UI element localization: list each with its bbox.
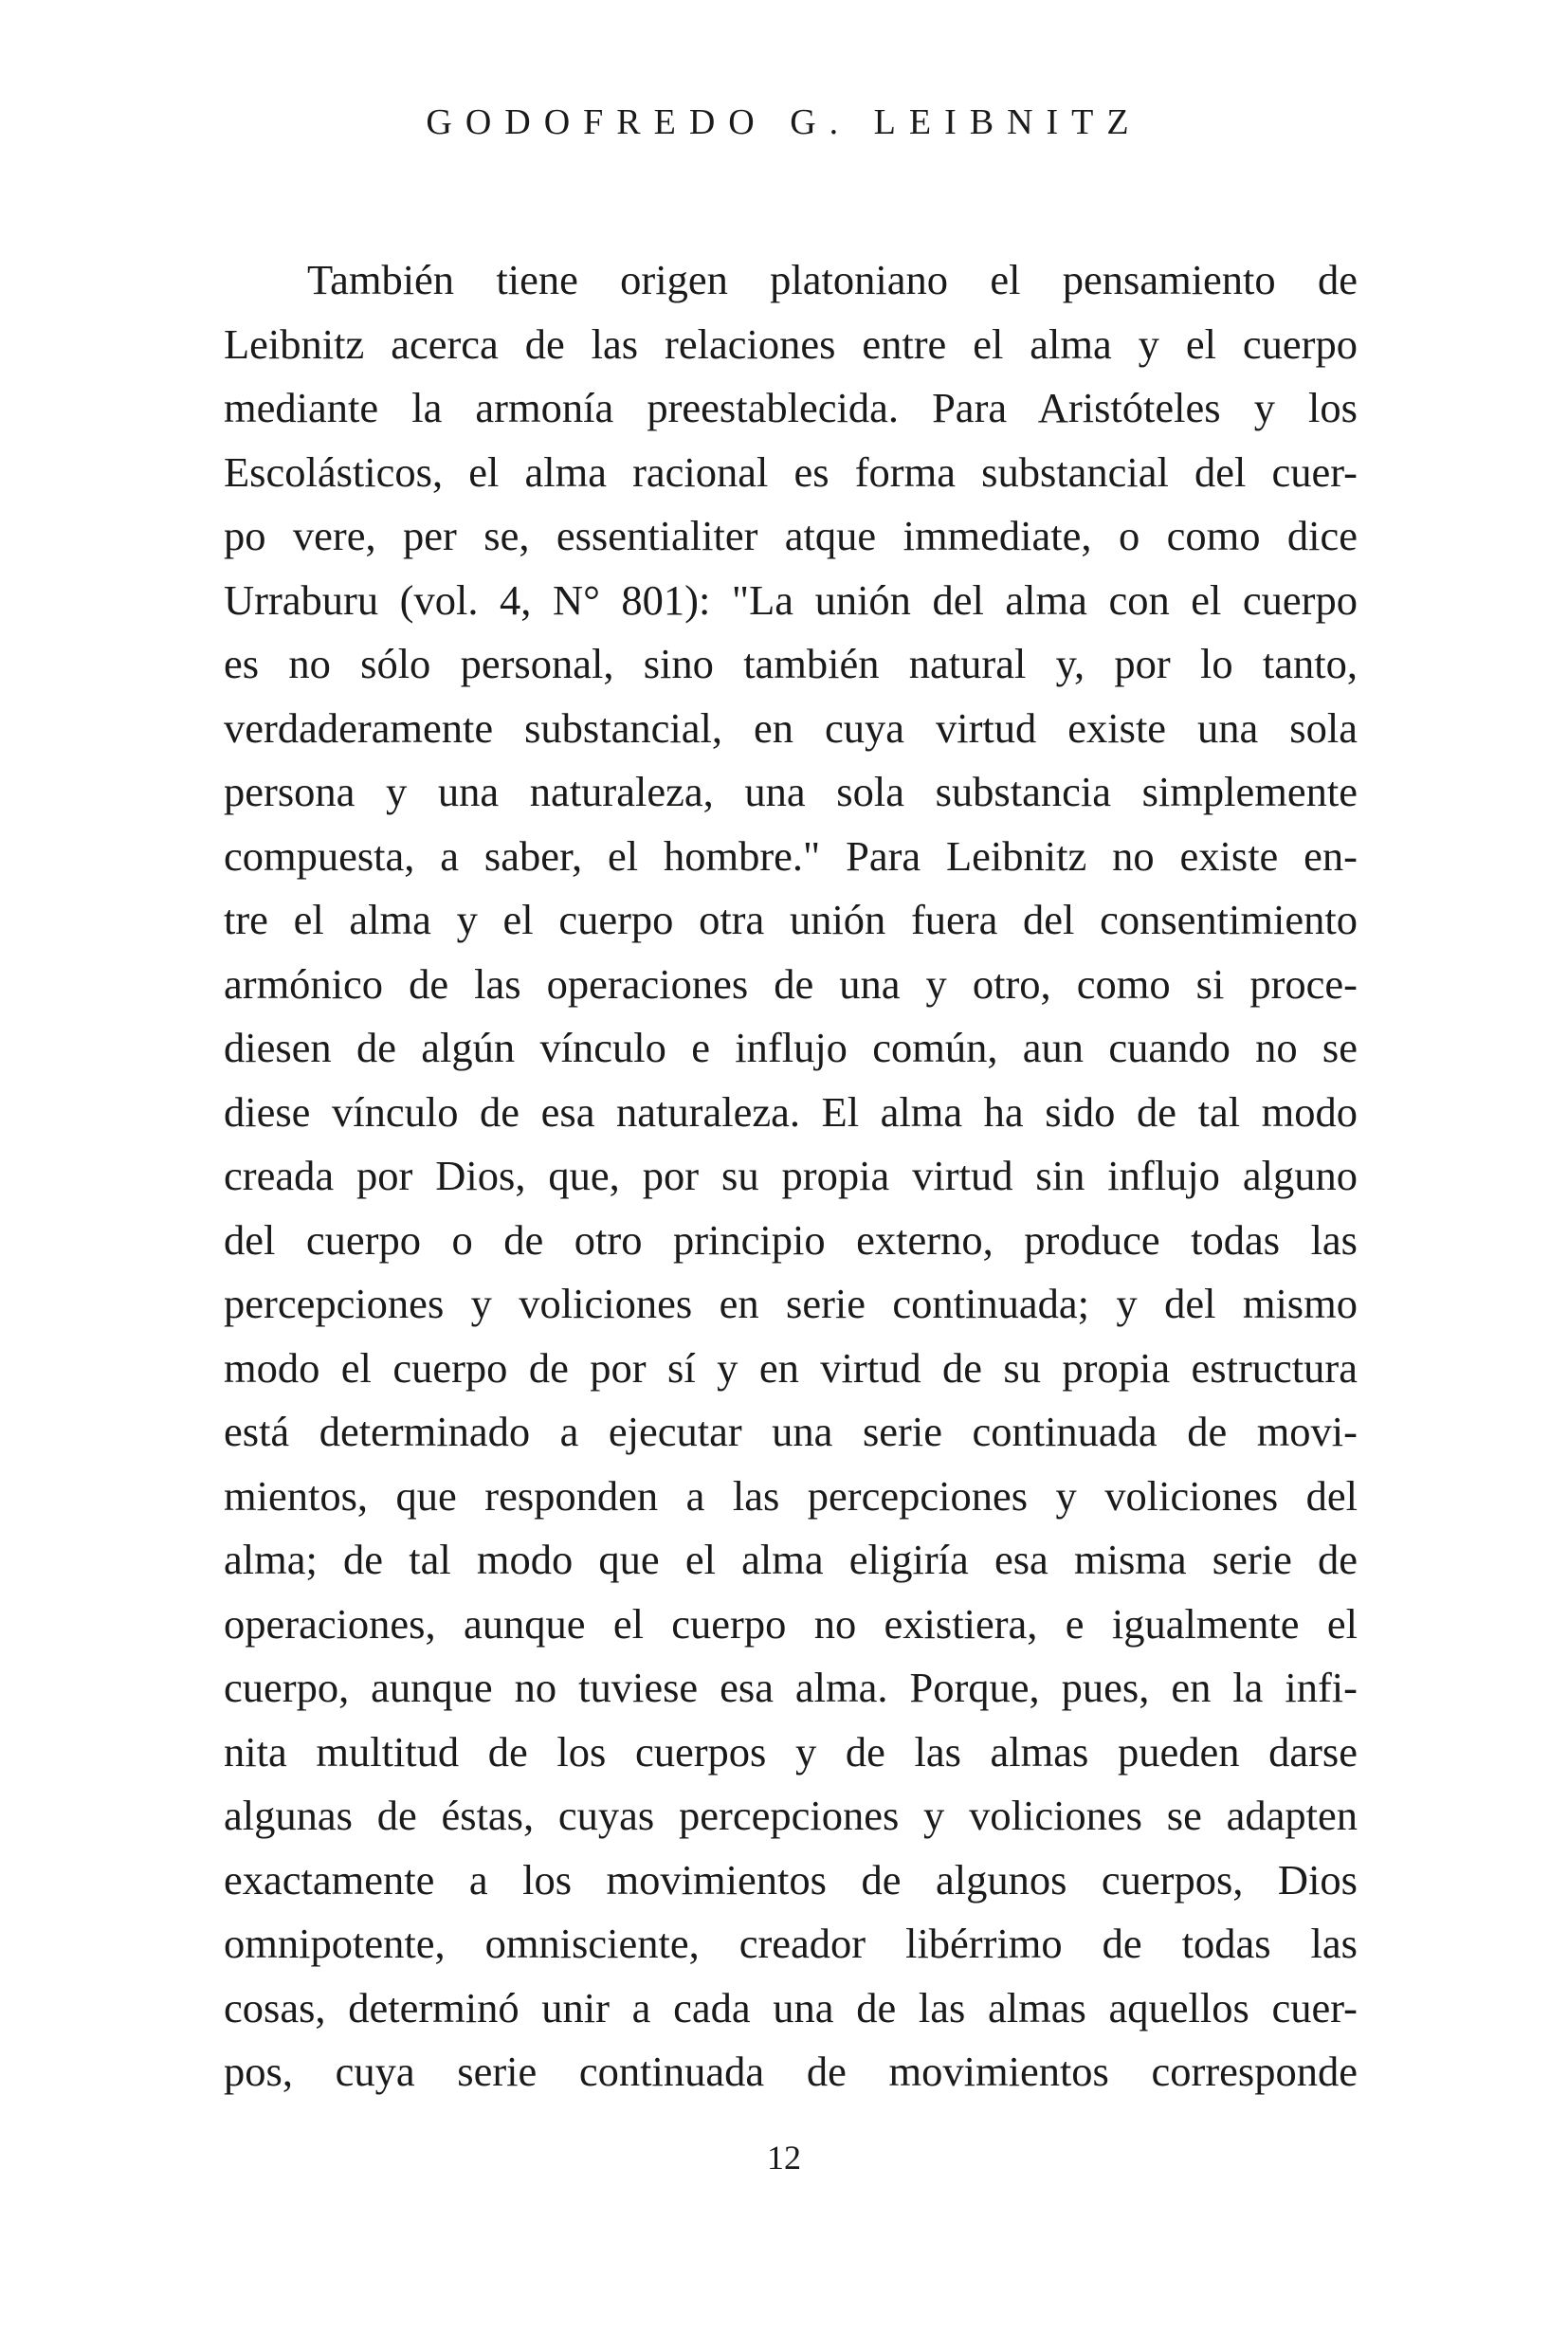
text-line: tre el alma y el cuerpo otra unión fuera del consentimiento xyxy=(224,896,1358,943)
text-line: alma; de tal modo que el alma eligiría esa misma serie de xyxy=(224,1536,1358,1583)
text-line: creada por Dios, que, por su propia virtud sin influjo alguno xyxy=(224,1152,1358,1199)
text-line: algunas de éstas, cuyas percepciones y voliciones se adapten xyxy=(224,1792,1358,1839)
text-line: es no sólo personal, sino también natural y, por lo tanto, xyxy=(224,640,1358,687)
text-line: diesen de algún vínculo e influjo común, aun cuando no se xyxy=(224,1024,1358,1071)
text-line: compuesta, a saber, el hombre." Para Leibnitz no existe en- xyxy=(224,831,1358,880)
text-line: po vere, per se, essentialiter atque immediate, o como dice xyxy=(224,512,1358,559)
text-line: percepciones y voliciones en serie continuada; y del mismo xyxy=(224,1280,1358,1327)
text-line: Leibnitz acerca de las relaciones entre el alma y el cuerpo xyxy=(224,319,1358,368)
text-line: Urraburu (vol. 4, N° 801): "La unión del alma con el cuerpo xyxy=(224,575,1358,624)
text-line: Escolásticos, el alma racional es forma substancial del cuer- xyxy=(224,447,1358,496)
text-line: armónico de las operaciones de una y otro, como si proce- xyxy=(224,959,1358,1008)
text-line: exactamente a los movimientos de algunos cuerpos, Dios xyxy=(224,1855,1358,1904)
text-line: operaciones, aunque el cuerpo no existiera, e igualmente el xyxy=(224,1599,1358,1648)
text-line: está determinado a ejecutar una serie continuada de movi- xyxy=(224,1408,1358,1455)
text-line: diese vínculo de esa naturaleza. El alma ha sido de tal modo xyxy=(224,1087,1358,1136)
text-line: verdaderamente substancial, en cuya virtud existe una sola xyxy=(224,703,1358,752)
text-line: cosas, determinó unir a cada una de las almas aquellos cuer- xyxy=(224,1983,1358,2031)
text-line: mientos, que responden a las percepciones y voliciones del xyxy=(224,1471,1358,1520)
text-line: del cuerpo o de otro principio externo, produce todas las xyxy=(224,1215,1358,1264)
page-number: 12 xyxy=(767,2139,801,2177)
text-line: pos, cuya serie continuada de movimientos corresponde xyxy=(224,2048,1358,2095)
running-head-title: GODOFREDO G. LEIBNITZ xyxy=(426,102,1142,142)
text-line: persona y una naturaleza, una sola substancia simplemente xyxy=(224,768,1358,815)
text-line: omnipotente, omnisciente, creador libérrimo de todas las xyxy=(224,1920,1358,1967)
text-line: mediante la armonía preestablecida. Para Aristóteles y los xyxy=(224,384,1358,431)
text-line: cuerpo, aunque no tuviese esa alma. Porque, pues, en la infi- xyxy=(224,1664,1358,1711)
text-line: También tiene origen platoniano el pensamiento de xyxy=(307,256,1358,303)
text-line: modo el cuerpo de por sí y en virtud de su propia estructura xyxy=(224,1343,1358,1392)
body-paragraph xyxy=(224,248,1358,2104)
text-line: nita multitud de los cuerpos y de las almas pueden darse xyxy=(224,1727,1358,1776)
